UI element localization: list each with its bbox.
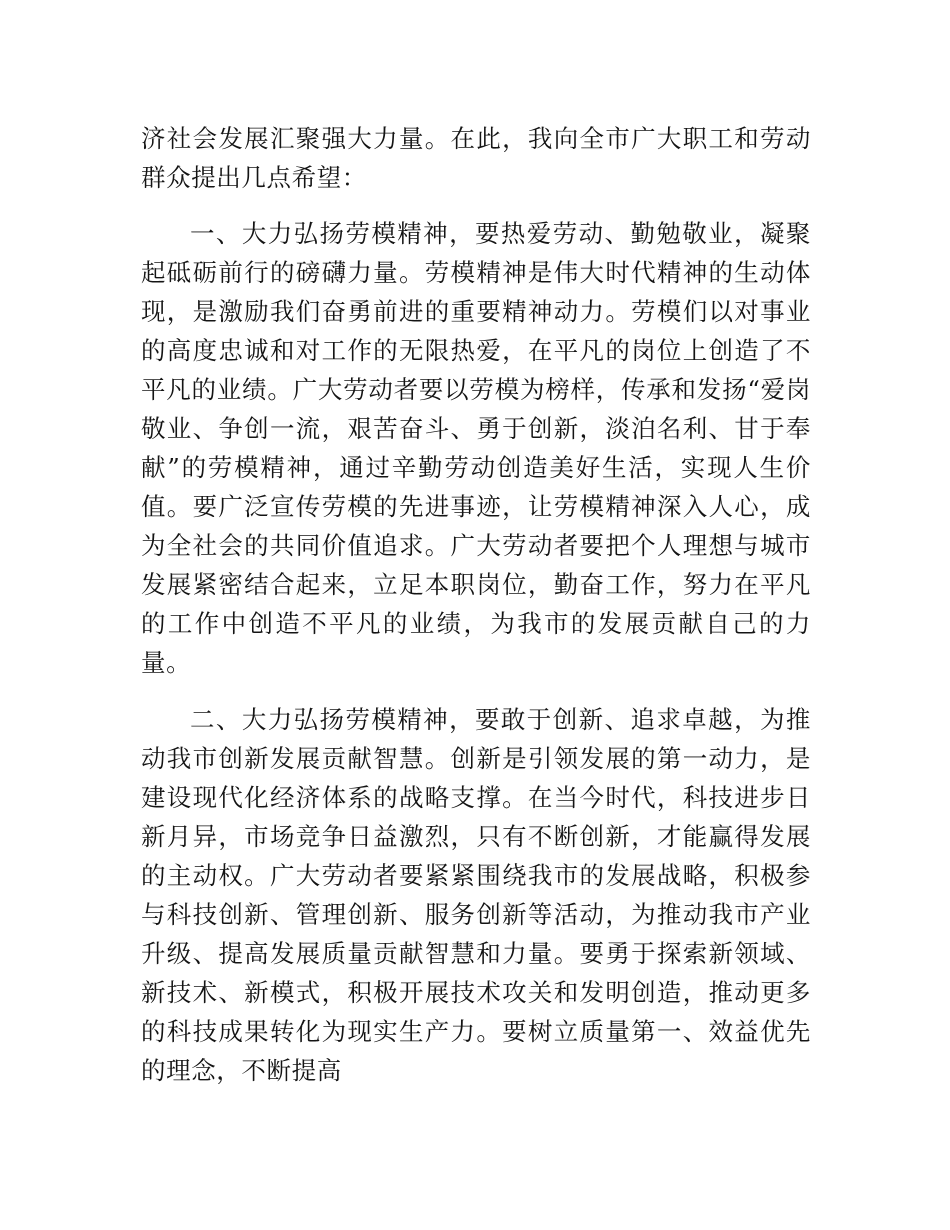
paragraph-point-two: 二、大力弘扬劳模精神，要敢于创新、追求卓越，为推动我市创新发展贡献智慧。创新是引领发展的第一动力，是建设现代化经济体系的战略支撑。在当今时代，科技进步日新月异，市场竞争日益激烈，只有不断创新，才能赢得发展的主动权。广大劳动者要紧紧围绕我市的发展战略，积极参与科技创新、管理创新、服务创新等活动，为推动我市产业升级、提高发展质量贡献智慧和力量。要勇于探索新领域、新技术、新模式，积极开展技术攻关和发明创造，推动更多的科技成果转化为现实生产力。要树立质量第一、效益优先的理念，不断提高 bbox=[141, 705, 811, 1085]
paragraph-continuation: 济社会发展汇聚强大力量。在此，我向全市广大职工和劳动群众提出几点希望： bbox=[141, 124, 811, 192]
paragraph-point-one: 一、大力弘扬劳模精神，要热爱劳动、勤勉敬业，凝聚起砥砺前行的磅礴力量。劳模精神是伟大时代精神的生动体现，是激励我们奋勇前进的重要精神动力。劳模们以对事业的高度忠诚和对工作的无限热爱，在平凡的岗位上创造了不平凡的业绩。广大劳动者要以劳模为榜样，传承和发扬“爱岗敬业、争创一流，艰苦奋斗、勇于创新，淡泊名利、甘于奉献”的劳模精神，通过辛勤劳动创造美好生活，实现人生价值。要广泛宣传劳模的先进事迹，让劳模精神深入人心，成为全社会的共同价值追求。广大劳动者要把个人理想与城市发展紧密结合起来，立足本职岗位，勤奋工作，努力在平凡的工作中创造不平凡的业绩，为我市的发展贡献自己的力量。 bbox=[141, 219, 811, 677]
